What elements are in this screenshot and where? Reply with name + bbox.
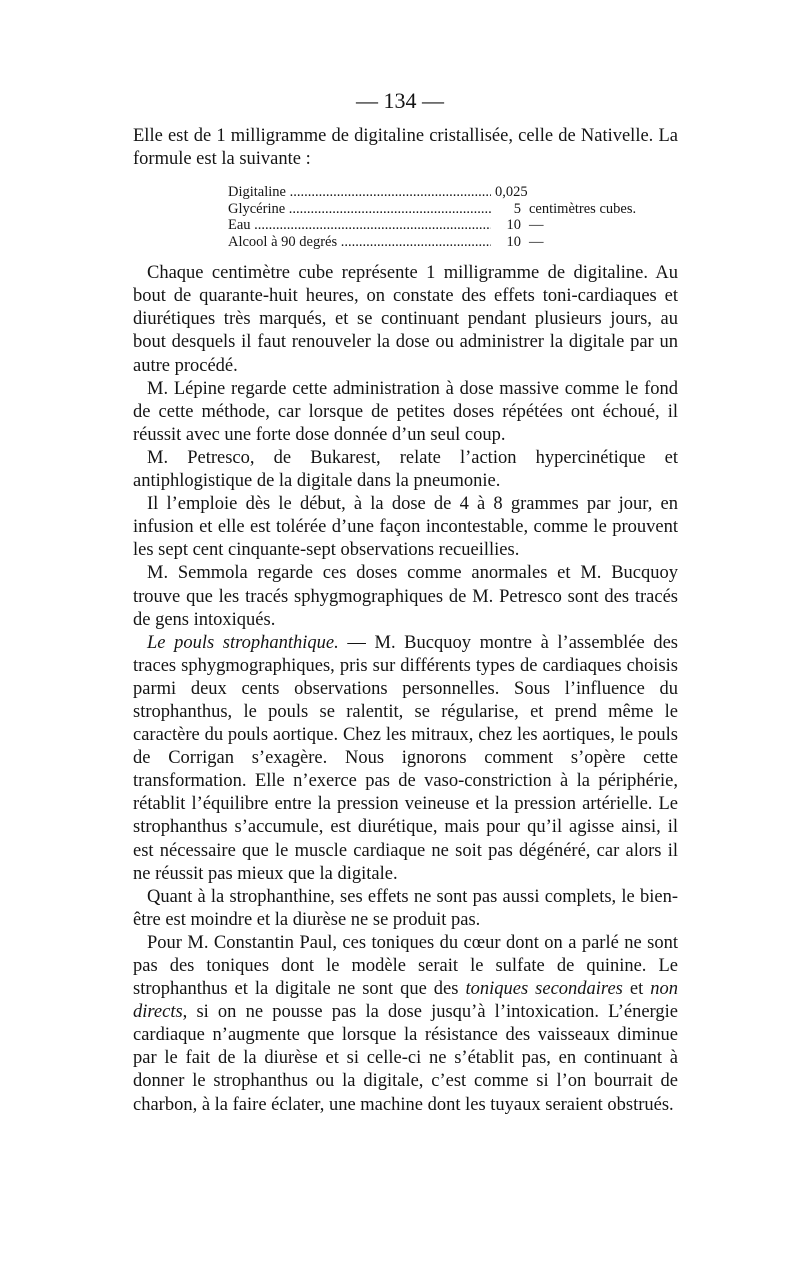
paragraph <box>133 632 678 886</box>
ingredient-quantity: 5 <box>513 200 521 217</box>
paragraph: Chaque centimètre cube représente 1 milligramme de digitaline. Au bout de quarante-huit heures, on constate des effets toni-cardiaques et diurétiques très marqués, et se continuant pendant plusieurs jours, au bout desquels il faut renouveler la dose ou administrer la digitale par un autre procédé. <box>133 263 678 376</box>
paragraph: M. Petresco, de Bukarest, relate l’action hypercinétique et antiphlogistique de la digitale dans la pneumonie. <box>133 447 678 492</box>
page-body <box>133 125 678 1117</box>
emphasis-text: toniques secondaires <box>465 979 623 1000</box>
ingredient-unit: — <box>529 233 544 250</box>
paragraph-text: , si on ne pousse pas la dose jusqu’à l’intoxication. L’énergie cardiaque n’augmente que lorsque la résistance des vaisseaux diminue par le fait de la diurèse et si celle-ci ne s’établit pas, en continuant à donner le strophanthus ou la digitale, c’est comme si l’on bourrait de charbon, à la faire éclater, une machine dont les tuyaux seraient obstrués. <box>133 1002 678 1115</box>
ingredient-unit <box>535 184 543 201</box>
ingredient-unit: — <box>529 217 544 234</box>
paragraph-text: Pour M. Constantin Paul, ces toniques du cœur dont on a parlé ne sont pas des toniques dont le modèle serait le sulfate de quinine. Le strophanthus et la digitale ne sont que des <box>133 932 678 1000</box>
emphasis-text: non directs <box>133 979 678 1023</box>
intro-paragraph: Elle est de 1 milligramme de digitaline cristallisée, celle de Nativelle. La formule est la suivante : <box>133 126 678 170</box>
ingredient-name: Eau ..... <box>228 217 491 234</box>
formula-table <box>228 184 678 250</box>
paragraph: Quant à la strophanthine, ses effets ne sont pas aussi complets, le bien-être est moindre et la diurèse ne se produit pas. <box>133 886 678 930</box>
ingredient-unit: centimètres cubes. <box>529 200 637 217</box>
paragraph: M. Semmola regarde ces doses comme anormales et M. Bucquoy trouve que les tracés sphygmographiques de M. Petresco sont des tracés de gens intoxiqués. <box>133 563 678 630</box>
paragraph-text: et <box>622 979 651 1000</box>
paragraph-text: — M. Bucquoy montre à l’assemblée des traces sphygmographiques, pris sur différents types de cardiaques choisis parmi deux cents observations personnelles. Sous l’influence du strophanthus, le pouls se ralentit, se régularise, et prend même le caractère du pouls aortique. Chez les mitraux, chez les aortiques, le pouls de Corrigan s’exagère. Nous ignorons comment s’opère cette transformation. Elle n’exerce pas de vaso-constriction à la périphérie, rétablit l’équilibre entre la pression veineuse et la pression artérielle. Le strophanthus s’accumule, est diurétique, mais pour qu’il agisse ainsi, il est nécessaire que le muscle cardiaque ne soit pas dégénéré, car alors il ne réussit pas mieux que la digitale. <box>133 632 678 884</box>
paragraph <box>133 932 678 1117</box>
formula-row <box>228 217 678 234</box>
paragraph: M. Lépine regarde cette administration à dose massive comme le fond de cette méthode, car lorsque de petites doses répétées ont échoué, il réussit avec une forte dose donnée d’un seul coup. <box>133 378 678 445</box>
paragraph: Il l’emploie dès le début, à la dose de 4 à 8 grammes par jour, en infusion et elle est tolérée d’une façon incontestable, comme le prouvent les sept cent cinquante-sept observations recueillies. <box>133 494 678 561</box>
ingredient-name: Digitaline ..... <box>228 184 491 201</box>
page-number: — 134 — <box>356 88 444 113</box>
formula-row <box>228 184 678 201</box>
ingredient-quantity: 10 <box>506 233 521 250</box>
formula-row <box>228 234 678 251</box>
ingredient-quantity: 0,025 <box>495 184 528 201</box>
ingredient-name: Glycérine ..... <box>228 201 491 218</box>
section-title: Le pouls strophanthique. <box>147 632 339 653</box>
formula-row <box>228 201 678 218</box>
ingredient-quantity: 10 <box>506 217 521 234</box>
ingredient-name: Alcool à 90 degrés ..... <box>228 234 491 251</box>
